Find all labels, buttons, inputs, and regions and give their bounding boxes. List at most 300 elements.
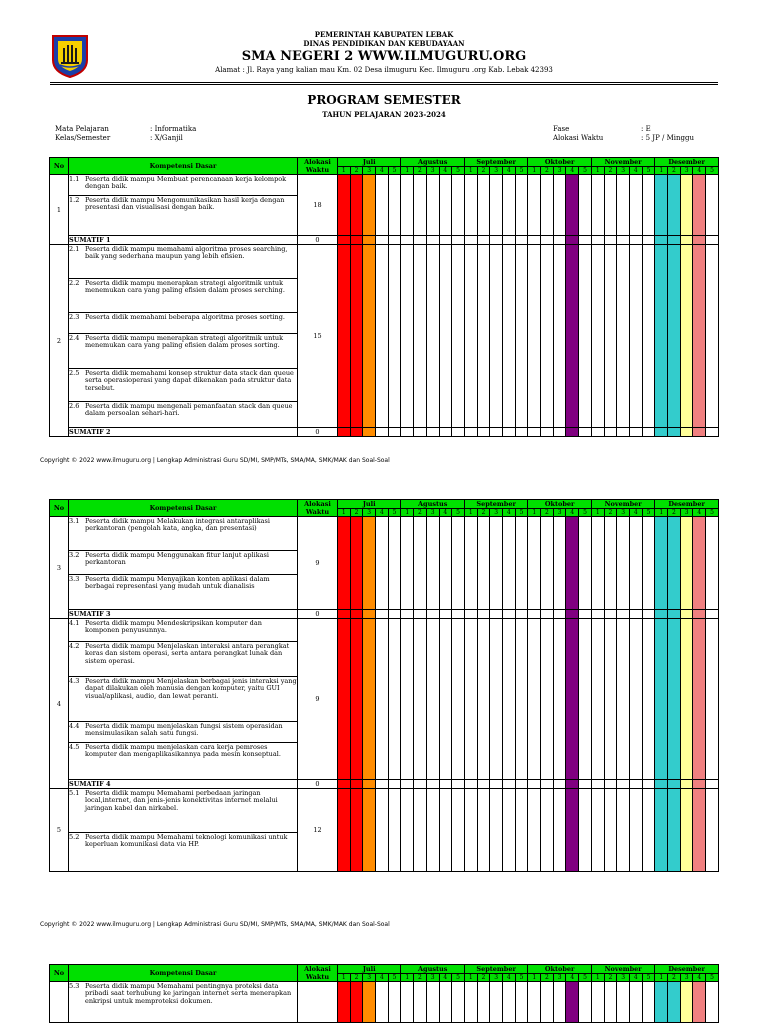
week-number: 3 xyxy=(553,509,566,517)
week-number: 3 xyxy=(363,509,376,517)
page-subtitle: TAHUN PELAJARAN 2023-2024 xyxy=(322,110,446,119)
week-cell xyxy=(553,175,566,236)
col-kd: Kompetensi Dasar xyxy=(69,965,298,982)
month-header: September xyxy=(464,158,527,167)
week-number: 4 xyxy=(693,509,706,517)
week-cell xyxy=(629,517,642,610)
week-cell xyxy=(414,610,427,619)
week-cell xyxy=(566,175,579,236)
week-cell xyxy=(591,517,604,610)
week-cell xyxy=(363,789,376,872)
week-cell xyxy=(642,610,655,619)
header-row xyxy=(50,500,719,509)
col-no: No xyxy=(50,500,69,517)
week-cell xyxy=(414,517,427,610)
week-number: 2 xyxy=(604,509,617,517)
week-cell xyxy=(338,789,351,872)
sumatif-label: SUMATIF 1 xyxy=(69,236,298,245)
kd-item xyxy=(69,334,297,369)
week-cell xyxy=(350,610,363,619)
week-cell xyxy=(680,428,693,437)
school-address: Alamat : Jl. Raya yang kalian mau Km. 02 Desa ilmuguru Kec. Ilmuguru .org Kab. Lebak 42393 xyxy=(215,66,553,74)
week-cell xyxy=(680,789,693,872)
week-cell xyxy=(541,982,554,1023)
week-cell xyxy=(388,245,401,428)
sumatif-aw: 0 xyxy=(298,610,338,619)
week-cell xyxy=(693,236,706,245)
week-cell xyxy=(515,245,528,428)
kd-cell xyxy=(69,517,298,610)
week-cell xyxy=(350,780,363,789)
week-cell xyxy=(414,175,427,236)
week-cell xyxy=(401,789,414,872)
week-cell xyxy=(452,428,465,437)
week-cell xyxy=(553,619,566,780)
week-cell xyxy=(629,245,642,428)
week-cell xyxy=(338,517,351,610)
letterhead xyxy=(0,30,768,75)
week-cell xyxy=(464,245,477,428)
week-number: 2 xyxy=(541,974,554,982)
week-cell xyxy=(426,780,439,789)
week-cell xyxy=(452,619,465,780)
week-cell xyxy=(680,175,693,236)
week-cell xyxy=(350,517,363,610)
week-cell xyxy=(668,789,681,872)
header-divider-2 xyxy=(50,84,718,85)
week-cell xyxy=(668,610,681,619)
week-cell xyxy=(604,428,617,437)
week-cell xyxy=(376,236,389,245)
group-number: 3 xyxy=(50,517,69,619)
kd-text: Peserta didik mampu menjelaskan fungsi sistem operasidan mensimulasikan salah satu fungsi. xyxy=(85,722,283,738)
week-cell xyxy=(388,780,401,789)
week-number: 2 xyxy=(668,167,681,175)
week-number: 5 xyxy=(388,974,401,982)
week-cell xyxy=(553,610,566,619)
alokasi-waktu: 9 xyxy=(298,517,338,610)
week-number: 5 xyxy=(452,509,465,517)
week-cell xyxy=(642,175,655,236)
week-number: 5 xyxy=(515,167,528,175)
week-cell xyxy=(388,175,401,236)
week-number: 2 xyxy=(350,509,363,517)
week-number: 3 xyxy=(426,974,439,982)
week-cell xyxy=(477,245,490,428)
header-divider xyxy=(50,82,718,83)
week-cell xyxy=(376,619,389,780)
week-cell xyxy=(693,610,706,619)
week-number: 3 xyxy=(617,509,630,517)
week-number: 5 xyxy=(642,167,655,175)
week-cell xyxy=(363,619,376,780)
week-cell xyxy=(388,789,401,872)
kd-item xyxy=(69,789,297,833)
week-cell xyxy=(490,982,503,1023)
month-header: November xyxy=(591,500,654,509)
program-table-page-2 xyxy=(49,499,719,872)
week-cell xyxy=(706,780,719,789)
col-aw: Alokasi Waktu xyxy=(298,965,338,982)
week-number: 5 xyxy=(642,509,655,517)
kd-group-row xyxy=(50,175,719,236)
week-cell xyxy=(528,780,541,789)
program-table-page-3 xyxy=(49,964,719,1023)
week-number: 2 xyxy=(477,167,490,175)
kd-number: 2.2 xyxy=(69,279,80,287)
kd-group-row xyxy=(50,619,719,780)
week-cell xyxy=(566,236,579,245)
week-cell xyxy=(604,982,617,1023)
week-cell xyxy=(338,619,351,780)
week-cell xyxy=(452,517,465,610)
kd-text: Peserta didik mampu menerapkan strategi algoritmik untuk menemukan cara yang paling efisien dalam proses sorting. xyxy=(85,334,284,350)
kd-cell xyxy=(69,245,298,428)
week-cell xyxy=(541,175,554,236)
week-cell xyxy=(376,428,389,437)
week-cell xyxy=(528,610,541,619)
week-number: 4 xyxy=(629,167,642,175)
kd-item xyxy=(69,833,297,871)
kd-number: 3.2 xyxy=(69,551,80,559)
week-cell xyxy=(439,619,452,780)
week-cell xyxy=(528,789,541,872)
week-cell xyxy=(553,789,566,872)
week-cell xyxy=(566,619,579,780)
week-cell xyxy=(490,428,503,437)
kd-number: 5.3 xyxy=(69,982,80,990)
alokasi-waktu xyxy=(298,982,338,1023)
week-number: 5 xyxy=(515,509,528,517)
kd-text: Peserta didik mampu Menjelaskan interaksi antara perangkat keras dan sistem operasi, serta antara perangkat lunak dan sistem operasi. xyxy=(85,642,290,665)
kd-text: Peserta didik mampu Memahami pentingnya proteksi data pribadi saat terhubung ke jaringan internet serta menerapkan enkripsi untuk memproteksi dokumen. xyxy=(85,982,292,1005)
kd-number: 4.3 xyxy=(69,677,80,685)
kd-item xyxy=(69,575,297,609)
month-header: November xyxy=(591,158,654,167)
month-header: Agustus xyxy=(401,158,465,167)
week-cell xyxy=(350,982,363,1023)
week-cell xyxy=(464,619,477,780)
week-cell xyxy=(439,610,452,619)
week-number: 1 xyxy=(401,167,414,175)
week-cell xyxy=(706,517,719,610)
week-cell xyxy=(579,610,592,619)
week-cell xyxy=(680,236,693,245)
week-number: 1 xyxy=(528,509,541,517)
week-cell xyxy=(401,428,414,437)
week-cell xyxy=(350,236,363,245)
kd-number: 5.2 xyxy=(69,833,80,841)
group-number: 4 xyxy=(50,619,69,789)
week-cell xyxy=(591,789,604,872)
week-cell xyxy=(464,780,477,789)
copyright-1: Copyright © 2022 www.ilmuguru.org | Lengkap Administrasi Guru SD/MI, SMP/MTs, SMA/MA, SMK/MAK dan Soal-Soal xyxy=(40,457,390,464)
week-cell xyxy=(388,610,401,619)
week-number: 5 xyxy=(706,509,719,517)
kd-number: 2.1 xyxy=(69,245,80,253)
gov-name: PEMERINTAH KABUPATEN LEBAK xyxy=(314,30,454,39)
week-cell xyxy=(706,175,719,236)
week-cell xyxy=(414,619,427,780)
kd-text: Peserta didik mampu Mendeskripsikan komputer dan komponen penyusunnya. xyxy=(85,619,262,635)
week-cell xyxy=(503,610,516,619)
week-cell xyxy=(579,789,592,872)
week-cell xyxy=(642,236,655,245)
week-cell xyxy=(566,428,579,437)
col-no: No xyxy=(50,158,69,175)
week-cell xyxy=(376,789,389,872)
week-cell xyxy=(503,175,516,236)
week-number: 2 xyxy=(541,167,554,175)
week-cell xyxy=(414,245,427,428)
week-cell xyxy=(617,610,630,619)
kd-cell xyxy=(69,789,298,872)
week-cell xyxy=(680,982,693,1023)
week-cell xyxy=(566,517,579,610)
week-cell xyxy=(579,982,592,1023)
kd-text: Peserta didik memahami konsep struktur data stack dan queue serta operasioperasi yang dapat dikenakan pada struktur data tersebut. xyxy=(85,369,294,392)
week-cell xyxy=(401,982,414,1023)
alokasi-waktu: 18 xyxy=(298,175,338,236)
week-cell xyxy=(515,619,528,780)
kd-item xyxy=(69,175,297,196)
week-number: 1 xyxy=(528,167,541,175)
week-number: 3 xyxy=(363,974,376,982)
week-cell xyxy=(490,619,503,780)
week-number: 4 xyxy=(629,509,642,517)
kd-text: Peserta didik mampu Membuat perencanaan kerja kelompok dengan baik. xyxy=(85,175,287,191)
kd-item xyxy=(69,279,297,313)
week-cell xyxy=(503,619,516,780)
week-cell xyxy=(629,236,642,245)
week-cell xyxy=(591,619,604,780)
kd-text: Peserta didik mampu memahami algoritma proses searching, baik yang sederhana maupun yang lebih efisien. xyxy=(85,245,288,261)
week-cell xyxy=(629,619,642,780)
kd-number: 1.1 xyxy=(69,175,80,183)
week-cell xyxy=(553,428,566,437)
week-cell xyxy=(388,619,401,780)
week-number: 3 xyxy=(617,167,630,175)
week-cell xyxy=(668,236,681,245)
kd-number: 5.1 xyxy=(69,789,80,797)
school-name: SMA NEGERI 2 WWW.ILMUGURU.ORG xyxy=(241,49,527,64)
week-cell xyxy=(477,428,490,437)
week-cell xyxy=(350,245,363,428)
month-header: Agustus xyxy=(401,965,465,974)
week-cell xyxy=(591,245,604,428)
week-number: 4 xyxy=(566,974,579,982)
week-number: 1 xyxy=(528,974,541,982)
copyright-2: Copyright © 2022 www.ilmuguru.org | Lengkap Administrasi Guru SD/MI, SMP/MTs, SMA/MA, SMK/MAK dan Soal-Soal xyxy=(40,921,390,928)
week-number: 4 xyxy=(439,167,452,175)
week-cell xyxy=(553,245,566,428)
kd-number: 2.4 xyxy=(69,334,80,342)
week-number: 3 xyxy=(426,167,439,175)
week-cell xyxy=(388,236,401,245)
week-cell xyxy=(579,236,592,245)
kd-cell xyxy=(69,619,298,780)
week-cell xyxy=(503,517,516,610)
week-cell xyxy=(363,245,376,428)
week-cell xyxy=(629,780,642,789)
month-header: September xyxy=(464,500,527,509)
week-cell xyxy=(414,789,427,872)
week-cell xyxy=(439,780,452,789)
week-cell xyxy=(490,789,503,872)
sumatif-row xyxy=(50,610,719,619)
sumatif-row xyxy=(50,780,719,789)
week-cell xyxy=(515,789,528,872)
kd-number: 3.1 xyxy=(69,517,80,525)
sumatif-row xyxy=(50,428,719,437)
week-cell xyxy=(464,517,477,610)
week-cell xyxy=(668,517,681,610)
week-cell xyxy=(642,619,655,780)
week-number: 2 xyxy=(350,974,363,982)
week-number: 3 xyxy=(490,167,503,175)
week-cell xyxy=(350,789,363,872)
week-cell xyxy=(642,789,655,872)
fase-label: Fase xyxy=(553,125,570,133)
month-header: Desember xyxy=(655,158,719,167)
week-cell xyxy=(655,619,668,780)
kd-group-row xyxy=(50,517,719,610)
week-cell xyxy=(604,789,617,872)
week-cell xyxy=(693,619,706,780)
week-cell xyxy=(579,619,592,780)
week-cell xyxy=(655,610,668,619)
week-cell xyxy=(338,780,351,789)
kd-text: Peserta didik memahami beberapa algoritma proses sorting. xyxy=(85,313,285,321)
week-cell xyxy=(604,175,617,236)
week-cell xyxy=(338,245,351,428)
week-cell xyxy=(363,780,376,789)
month-header: Oktober xyxy=(528,965,592,974)
kd-text: Peserta didik mampu Mengomunikasikan hasil kerja dengan presentasi dan visualisasi dengan baik. xyxy=(85,196,285,212)
week-cell xyxy=(591,982,604,1023)
week-cell xyxy=(528,982,541,1023)
kd-item xyxy=(69,517,297,551)
col-kd: Kompetensi Dasar xyxy=(69,500,298,517)
week-cell xyxy=(426,236,439,245)
week-cell xyxy=(452,175,465,236)
week-number: 4 xyxy=(693,974,706,982)
kd-text: Peserta didik mampu Menggunakan fitur lanjut aplikasi perkantoran xyxy=(85,551,269,567)
week-number: 1 xyxy=(655,509,668,517)
week-number: 4 xyxy=(503,974,516,982)
kd-text: Peserta didik mampu menjelaskan cara kerja pemroses komputer dan mengaplikasikannya pada mesin konseptual. xyxy=(85,743,281,759)
week-number: 2 xyxy=(604,974,617,982)
week-cell xyxy=(579,517,592,610)
week-cell xyxy=(553,517,566,610)
week-number: 5 xyxy=(452,974,465,982)
kd-item xyxy=(69,677,297,722)
week-number: 3 xyxy=(553,974,566,982)
week-cell xyxy=(515,236,528,245)
week-number: 3 xyxy=(617,974,630,982)
week-cell xyxy=(655,236,668,245)
alokasi-waktu: 12 xyxy=(298,789,338,872)
fase-value: : E xyxy=(641,125,651,133)
kelas-label: Kelas/Semester xyxy=(55,134,111,142)
week-cell xyxy=(591,236,604,245)
week-cell xyxy=(693,982,706,1023)
week-number: 5 xyxy=(515,974,528,982)
sumatif-row xyxy=(50,236,719,245)
week-cell xyxy=(617,619,630,780)
kd-number: 4.5 xyxy=(69,743,80,751)
week-cell xyxy=(591,780,604,789)
kd-item xyxy=(69,369,297,402)
week-cell xyxy=(490,780,503,789)
week-cell xyxy=(376,780,389,789)
week-cell xyxy=(655,982,668,1023)
week-cell xyxy=(515,175,528,236)
week-cell xyxy=(680,619,693,780)
week-cell xyxy=(464,175,477,236)
week-cell xyxy=(528,428,541,437)
col-no: No xyxy=(50,965,69,982)
meta-labels-left xyxy=(55,125,110,143)
week-cell xyxy=(464,236,477,245)
week-cell xyxy=(553,236,566,245)
col-aw: Alokasi Waktu xyxy=(298,500,338,517)
week-number: 4 xyxy=(503,509,516,517)
week-cell xyxy=(477,610,490,619)
week-cell xyxy=(515,780,528,789)
kd-cell xyxy=(69,982,298,1023)
week-number: 1 xyxy=(401,974,414,982)
week-cell xyxy=(617,982,630,1023)
week-cell xyxy=(338,982,351,1023)
week-cell xyxy=(439,428,452,437)
week-cell xyxy=(464,982,477,1023)
week-cell xyxy=(477,619,490,780)
week-cell xyxy=(591,610,604,619)
week-cell xyxy=(376,175,389,236)
week-cell xyxy=(503,789,516,872)
week-number: 1 xyxy=(655,974,668,982)
kd-group-row xyxy=(50,789,719,872)
week-cell xyxy=(452,236,465,245)
week-cell xyxy=(515,517,528,610)
alokasi-waktu: 15 xyxy=(298,245,338,428)
week-cell xyxy=(668,982,681,1023)
week-number: 3 xyxy=(680,974,693,982)
week-cell xyxy=(401,780,414,789)
week-cell xyxy=(617,517,630,610)
group-number xyxy=(50,982,69,1023)
week-number: 1 xyxy=(464,167,477,175)
week-number: 1 xyxy=(338,167,351,175)
week-cell xyxy=(503,982,516,1023)
alokasi-value: : 5 JP / Minggu xyxy=(641,134,694,142)
week-number: 4 xyxy=(503,167,516,175)
week-number: 2 xyxy=(414,509,427,517)
week-cell xyxy=(388,428,401,437)
week-cell xyxy=(655,789,668,872)
week-cell xyxy=(350,428,363,437)
week-cell xyxy=(464,610,477,619)
week-cell xyxy=(401,245,414,428)
week-cell xyxy=(426,428,439,437)
week-cell xyxy=(629,175,642,236)
week-cell xyxy=(452,780,465,789)
week-cell xyxy=(426,245,439,428)
week-number: 5 xyxy=(706,167,719,175)
week-number: 2 xyxy=(668,509,681,517)
month-header: Juli xyxy=(338,965,401,974)
